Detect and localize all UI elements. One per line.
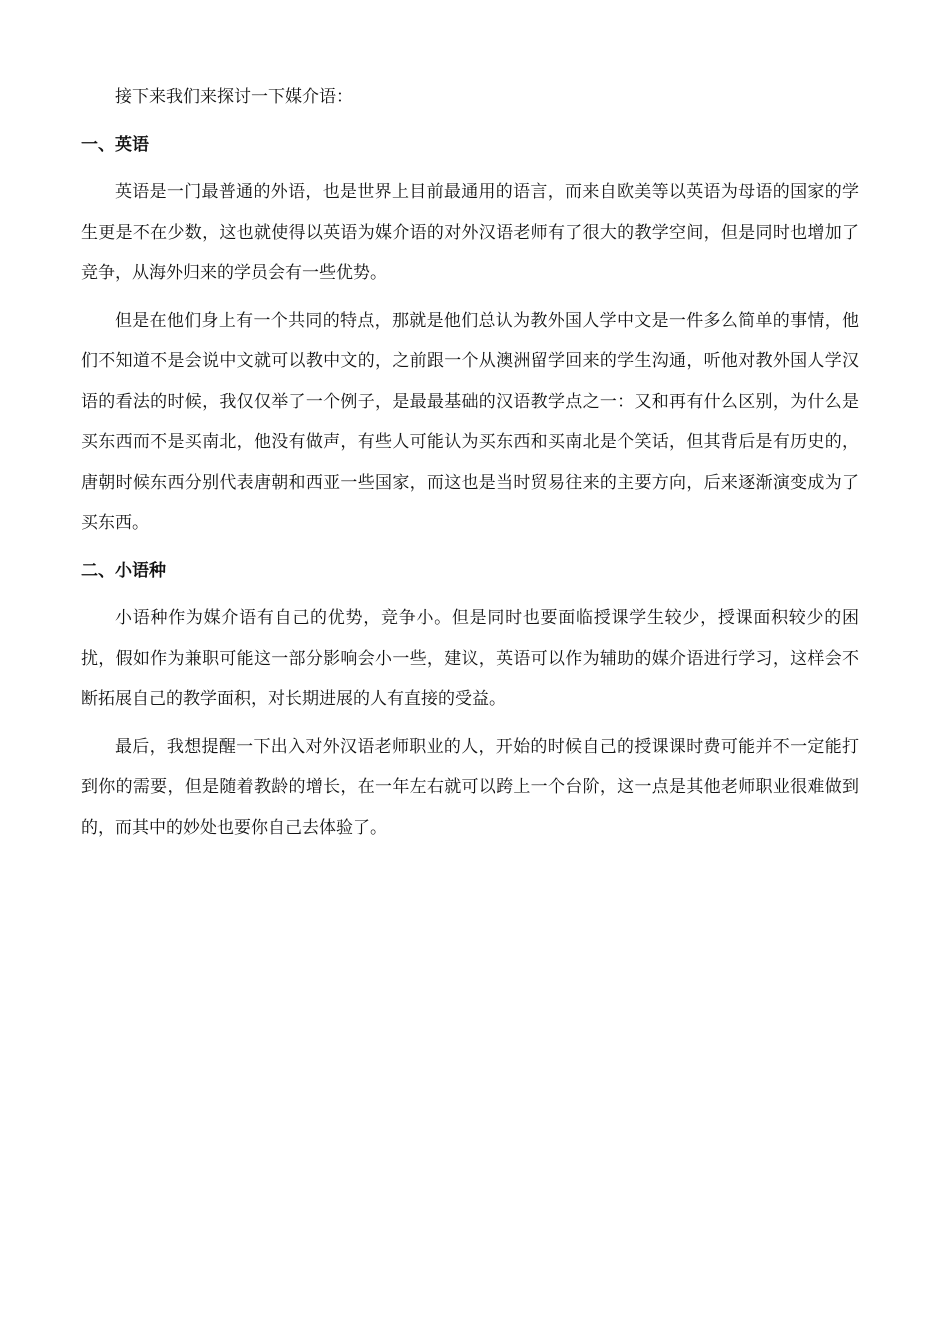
closing-paragraph: 最后，我想提醒一下出入对外汉语老师职业的人，开始的时候自己的授课课时费可能并不一定能打到你的需要，但是随着教龄的增长，在一年左右就可以跨上一个台阶，这一点是其他老师职业很难做到的，而其中的妙处也要你自己去体验了。 bbox=[81, 736, 859, 838]
english-paragraph-2: 但是在他们身上有一个共同的特点，那就是他们总认为教外国人学中文是一件多么简单的事情，他们不知道不是会说中文就可以教中文的，之前跟一个从澳洲留学回来的学生沟通，听他对教外国人学汉语的看法的时候，我仅仅举了一个例子，是最最基础的汉语教学点之一：又和再有什么区别，为什么是买东西而不是买南北，他没有做声，有些人可能认为买东西和买南北是个笑话，但其背后是有历史的，唐朝时候东西分别代表唐朝和西亚一些国家，而这也是当时贸易往来的主要方向，后来逐渐演变成为了买东西。 bbox=[81, 310, 859, 533]
document-body bbox=[81, 77, 859, 855]
section-heading-minor-languages: 二、小语种 bbox=[81, 560, 166, 581]
section-heading-english: 一、英语 bbox=[81, 134, 149, 155]
minor-languages-paragraph-1: 小语种作为媒介语有自己的优势，竞争小。但是同时也要面临授课学生较少，授课面积较少的困扰，假如作为兼职可能这一部分影响会小一些，建议，英语可以作为辅助的媒介语进行学习，这样会不断拓展自己的教学面积，对长期进展的人有直接的受益。 bbox=[81, 608, 859, 709]
intro-paragraph: 接下来我们来探讨一下媒介语： bbox=[115, 87, 353, 107]
english-paragraph-1: 英语是一门最普通的外语，也是世界上目前最通用的语言，而来自欧美等以英语为母语的国家的学生更是不在少数，这也就使得以英语为媒介语的对外汉语老师有了很大的教学空间，但是同时也增加了竞争，从海外归来的学员会有一些优势。 bbox=[81, 182, 859, 283]
